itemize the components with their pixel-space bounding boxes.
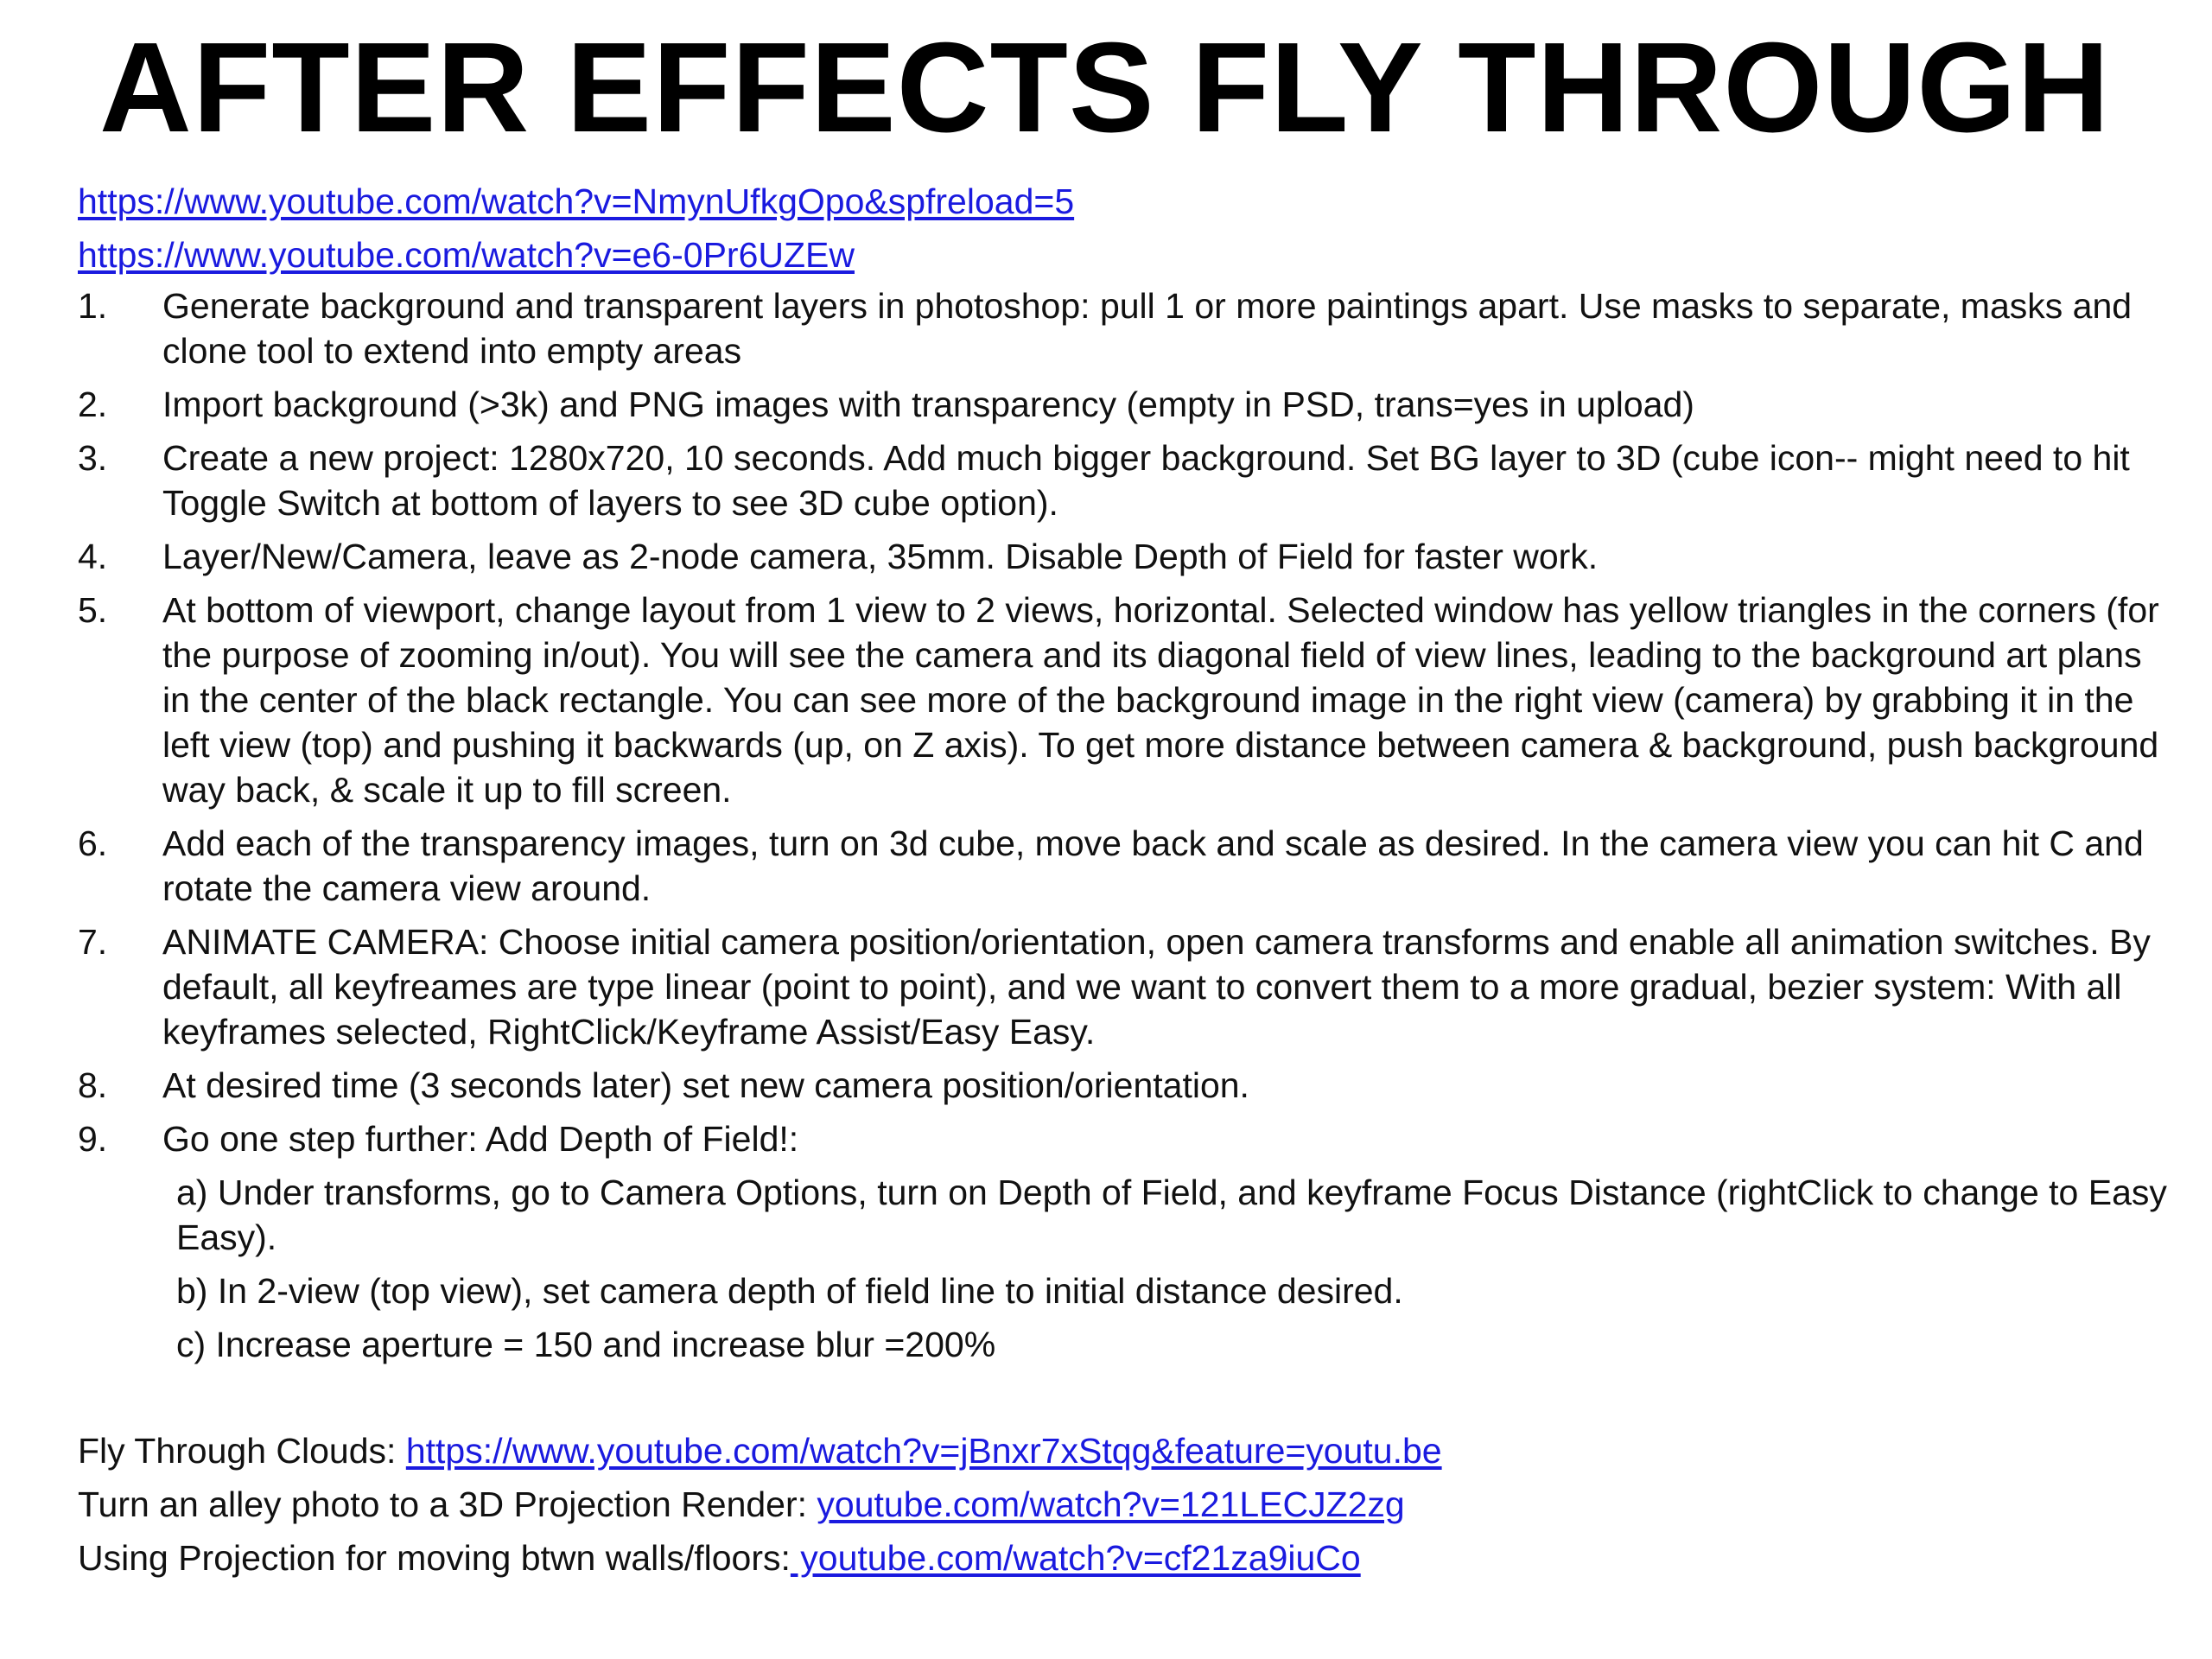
step-item-6: [78, 821, 2169, 911]
walls-projection-link[interactable]: youtube.com/watch?v=cf21za9iuCo: [790, 1538, 1361, 1578]
step-number: 1.: [78, 286, 108, 326]
step-item-5: [78, 588, 2169, 812]
step-item-2: [78, 382, 2169, 427]
step-text: Import background (>3k) and PNG images with transparency (empty in PSD, trans=yes in upload): [162, 385, 1694, 424]
step-text: At desired time (3 seconds later) set new camera position/orientation.: [162, 1065, 1249, 1105]
top-link-row: [78, 175, 1074, 228]
page-title: AFTER EFFECTS FLY THROUGH: [99, 16, 2111, 159]
sub-steps-container: [78, 1170, 2169, 1367]
step-number: 7.: [78, 922, 108, 962]
footer-links: [78, 1424, 1442, 1585]
step-text: Create a new project: 1280x720, 10 seconds. Add much bigger background. Set BG layer to 3D (cube icon-- might need to hit Toggle Switch at bottom of layers to see 3D cube option).: [162, 438, 2130, 523]
footer-row-projection: [78, 1531, 1442, 1585]
step-item-8: [78, 1063, 2169, 1108]
step-text: Go one step further: Add Depth of Field!:: [162, 1119, 799, 1159]
step-text: At bottom of viewport, change layout from 1 view to 2 views, horizontal. Selected window has yellow triangles in the corners (for the purpose of zooming in/out). You will see the camera and its diagonal field of view lines, leading to the background art plans in the center of the black rectangle. You can see more of the background image in the right view (camera) by grabbing it in the left view (top) and pushing it backwards (up, on Z axis). To get more distance between camera & background, push background way back, & scale it up to fill screen.: [162, 590, 2159, 810]
step-text: Layer/New/Camera, leave as 2-node camera, 35mm. Disable Depth of Field for faster work.: [162, 537, 1599, 576]
clouds-link[interactable]: https://www.youtube.com/watch?v=jBnxr7xStqg&feature=youtu.be: [405, 1431, 1442, 1471]
steps-list: [78, 283, 2169, 1376]
footer-label: Turn an alley photo to a 3D Projection Render:: [78, 1484, 817, 1524]
step-number: 2.: [78, 385, 108, 424]
step-number: 8.: [78, 1065, 108, 1105]
sub-step-item: a) Under transforms, go to Camera Options, turn on Depth of Field, and keyframe Focus Distance (rightClick to change to Easy Easy).: [176, 1173, 2167, 1257]
footer-row-clouds: [78, 1424, 1442, 1478]
step-number: 9.: [78, 1119, 108, 1159]
footer-row-alley: [78, 1478, 1442, 1531]
step-item-1: [78, 283, 2169, 373]
alley-projection-link[interactable]: youtube.com/watch?v=121LECJZ2zg: [817, 1484, 1405, 1524]
sub-step-item: c) Increase aperture = 150 and increase blur =200%: [176, 1325, 996, 1364]
step-item-9: [78, 1116, 2169, 1161]
sub-step-item: b) In 2-view (top view), set camera depth of field line to initial distance desired.: [176, 1271, 1403, 1311]
step-number: 4.: [78, 537, 108, 576]
top-links: [78, 175, 1074, 282]
step-text: Generate background and transparent layers in photoshop: pull 1 or more paintings apart. Use masks to separate, masks and clone tool to extend into empty areas: [162, 286, 2133, 371]
step-text: ANIMATE CAMERA: Choose initial camera position/orientation, open camera transforms and enable all animation switches. By default, all keyfreames are type linear (point to point), and we want to convert them to a more gradual, bezier system: With all keyframes selected, RightClick/Keyframe Assist/Easy Easy.: [162, 922, 2151, 1052]
step-text: Add each of the transparency images, turn on 3d cube, move back and scale as desired. In the camera view you can hit C and rotate the camera view around.: [162, 823, 2144, 908]
top-link-row: [78, 228, 1074, 282]
step-number: 3.: [78, 438, 108, 478]
step-number: 6.: [78, 823, 108, 863]
sub-steps-list: [78, 1170, 2169, 1367]
footer-label: Fly Through Clouds:: [78, 1431, 406, 1471]
step-number: 5.: [78, 590, 108, 630]
footer-label: Using Projection for moving btwn walls/floors:: [78, 1538, 791, 1578]
step-item-3: [78, 435, 2169, 525]
youtube-link-2[interactable]: https://www.youtube.com/watch?v=e6-0Pr6UZEw: [78, 235, 855, 275]
step-item-4: [78, 534, 2169, 579]
step-item-7: [78, 919, 2169, 1054]
youtube-link-1[interactable]: https://www.youtube.com/watch?v=NmynUfkgOpo&spfreload=5: [78, 181, 1075, 221]
